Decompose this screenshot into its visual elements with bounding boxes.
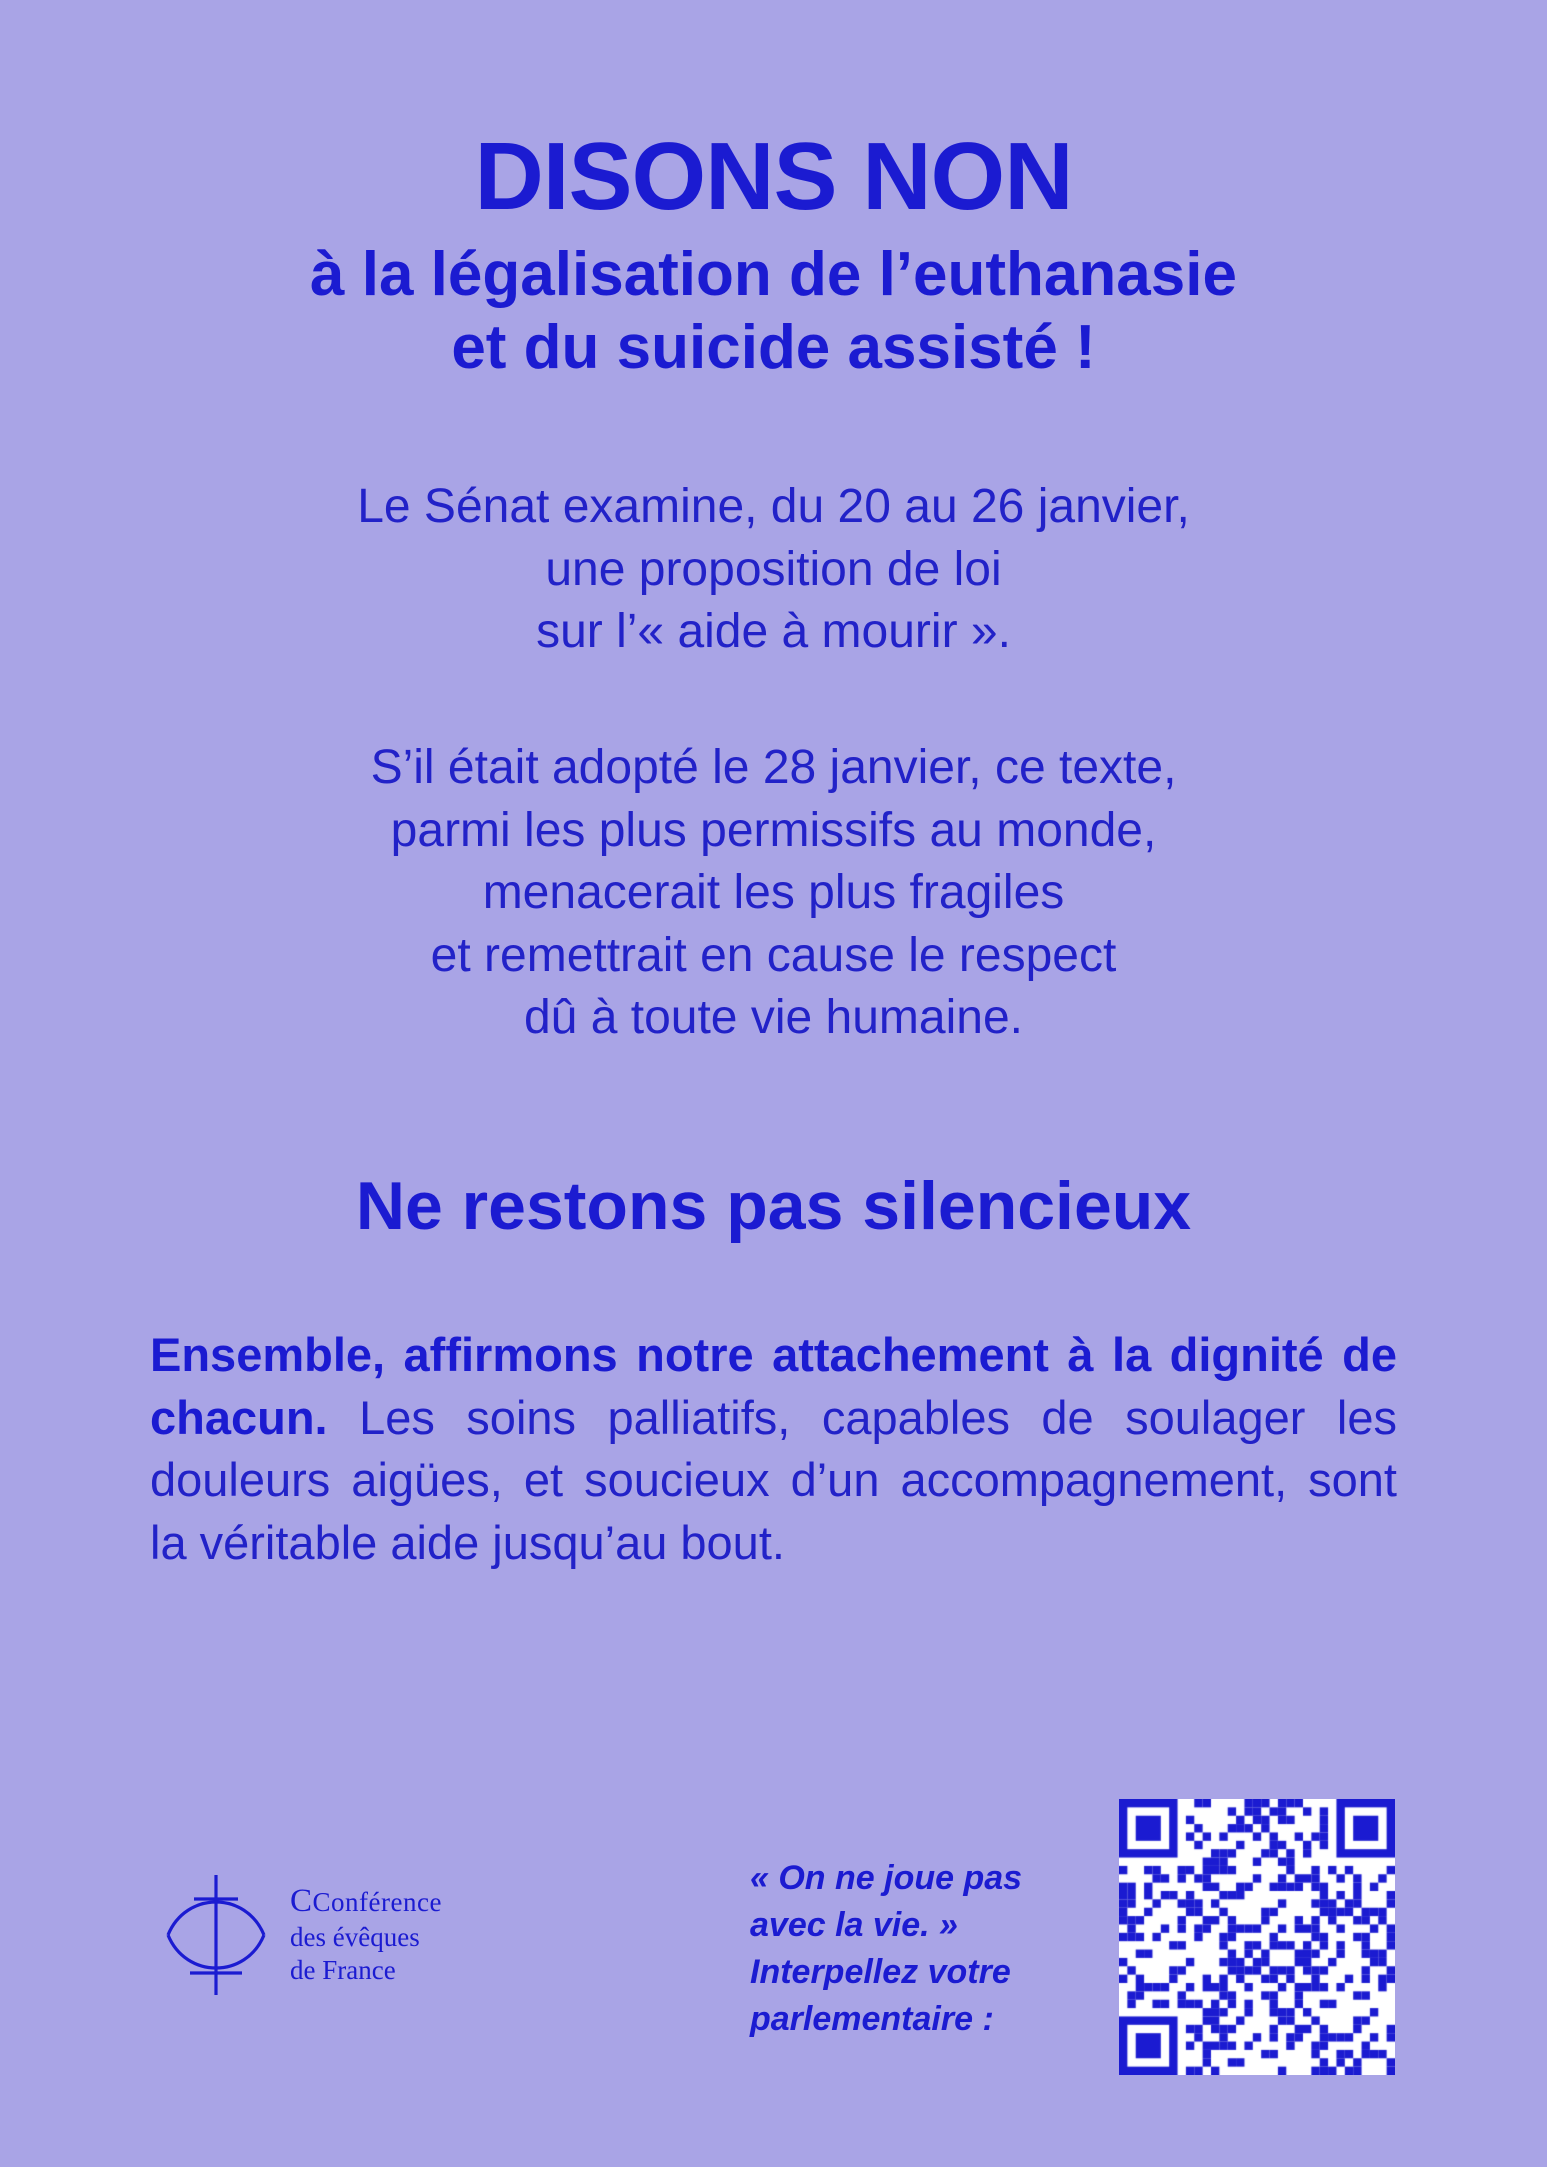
cross-fish-logo-icon	[160, 1869, 272, 1999]
qr-code-canvas[interactable]	[1119, 1799, 1395, 2075]
organization-logo	[160, 1869, 442, 1999]
paragraph-1-line-1: Le Sénat examine, du 20 au 26 janvier,	[357, 480, 1190, 534]
cta-line-2: avec la vie. »	[750, 1905, 958, 1944]
closing-statement-bold: Ensemble, affirmons notre attachement à la dignité de chacun.	[150, 1328, 1397, 1444]
paragraph-1-line-3: sur l’« aide à mourir ».	[536, 605, 1011, 658]
call-to-action	[750, 1855, 1110, 2043]
closing-statement	[130, 1324, 1417, 1574]
closing-statement-rest: Les soins palliatifs, capables de soulager les douleurs aigües, et soucieux d’un accompagnement, sont la véritable aide jusqu’au bout.	[150, 1390, 1397, 1569]
paragraph-2-line-4: et remettrait en cause le respect	[430, 928, 1117, 982]
paragraph-1-line-2: une proposition de loi	[545, 542, 1002, 596]
slogan: Ne restons pas silencieux	[355, 1168, 1192, 1245]
qr-code[interactable]	[1119, 1799, 1395, 2075]
paragraph-2-line-2: parmi les plus permissifs au monde,	[390, 803, 1157, 857]
paragraph-1	[130, 476, 1417, 663]
paragraph-2-line-5: dû à toute vie humaine.	[523, 990, 1023, 1044]
cta-line-3: Interpellez votre	[750, 1952, 1011, 1991]
footer	[130, 1781, 1417, 2081]
headline-block	[130, 0, 1417, 384]
logo-line-2: des évêques	[290, 1922, 420, 1953]
subtitle-line-2: et du suicide assisté !	[451, 313, 1096, 383]
paragraph-2	[130, 737, 1417, 1049]
paragraph-2-line-3: menacerait les plus fragiles	[482, 866, 1065, 920]
subtitle	[130, 238, 1417, 384]
page-title: DISONS NON	[474, 123, 1073, 230]
paragraph-2-line-1: S’il était adopté le 28 janvier, ce texte,	[370, 741, 1177, 795]
cta-line-1: « On ne joue pas	[750, 1859, 1023, 1897]
logo-line-1: CConférence	[290, 1882, 442, 1919]
subtitle-line-1: à la légalisation de l’euthanasie	[310, 239, 1237, 309]
organization-name	[290, 1881, 442, 1987]
cta-line-4: parlementaire :	[750, 1999, 994, 2038]
logo-line-3: de France	[290, 1955, 396, 1986]
